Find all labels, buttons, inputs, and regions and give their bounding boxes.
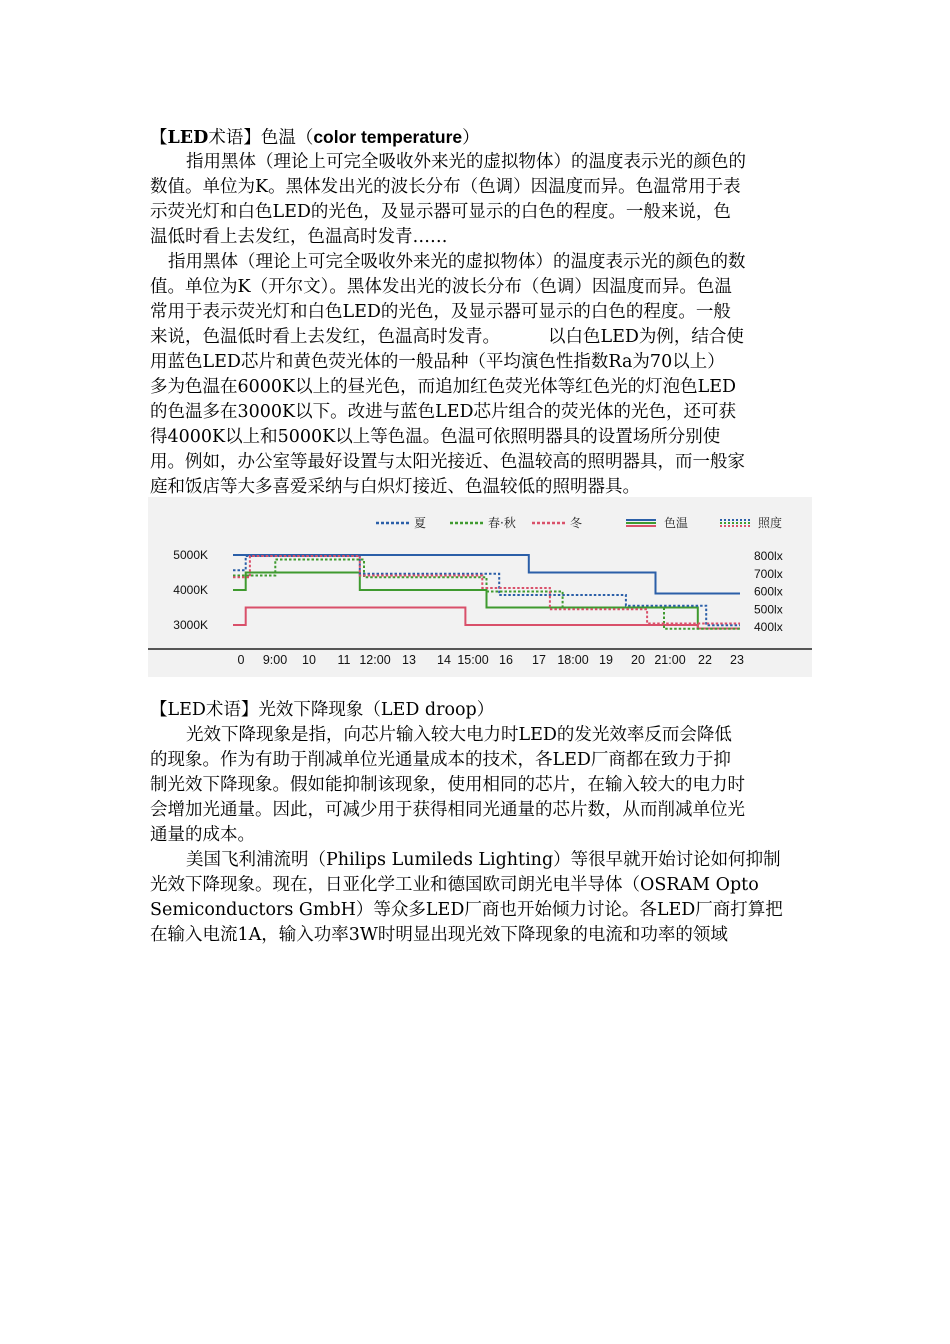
x-tick-label: 10 [302,653,316,667]
x-tick-label: 23 [730,653,744,667]
paragraph-line: 的现象。作为有助于削减单位光通量成本的技术，各LED厂商都在致力于抑 [150,750,731,770]
paragraph-line: 光效下降现象是指，向芯片输入较大电力时LED的发光效率反而会降低 [186,725,732,745]
section-heading-led-droop: 【LED术语】光效下降现象（LED droop） [150,700,495,720]
paragraph-line: 示荧光灯和白色LED的光色，及显示器可显示的白色的程度。一般来说，色 [150,202,731,222]
x-tick-label: 19 [599,653,613,667]
paragraph-line: 庭和饭店等大多喜爱采纳与白炽灯接近、色温较低的照明器具。 [150,477,640,497]
paragraph-line: 得4000K以上和5000K以上等色温。色温可依照明器具的设置场所分别使 [150,427,721,447]
x-tick-label: 18:00 [557,653,589,667]
paragraph-line: 数值。单位为K。黑体发出光的波长分布（色调）因温度而异。色温常用于表 [150,177,741,197]
paragraph-line: 温低时看上去发红，色温高时发青…… [150,227,448,247]
paragraph-line: 指用黑体（理论上可完全吸收外来光的虚拟物体）的温度表示光的颜色的 [186,152,746,172]
x-tick-label: 15:00 [457,653,489,667]
heading-bracket: 【 [150,128,168,148]
paragraph-segment: 来说，色温低时看上去发红，色温高时发青。 [150,327,500,347]
x-tick-label: 0 [237,653,245,667]
paragraph-line: 美国飞利浦流明（Philips Lumileds Lighting）等很早就开始讨论如何抑制 [186,850,781,870]
paragraph-line: 常用于表示荧光灯和白色LED的光色，及显示器可显示的白色的程度。一般 [150,302,731,322]
heading-label: 术语】色温（ [208,128,314,148]
y-right-tick-label: 400lx [754,620,783,634]
y-left-tick-label: 3000K [173,618,208,632]
legend-label: 照度 [758,516,783,530]
paragraph-line [150,325,810,350]
y-right-tick-label: 500lx [754,602,783,617]
paragraph-line: 多为色温在6000K以上的昼光色，而追加红色荧光体等红色光的灯泡色LED [150,377,737,397]
paragraph-line: 值。单位为K（开尔文）。黑体发出光的波长分布（色调）因温度而异。色温 [150,277,732,297]
heading-close: ） [462,128,480,148]
x-tick-label: 14 [437,653,451,667]
legend-label: 春·秋 [488,516,516,530]
y-right-tick-label: 800lx [754,549,783,563]
paragraph-line: 制光效下降现象。假如能抑制该现象，使用相同的芯片，在输入较大的电力时 [150,775,745,795]
x-tick-label: 16 [499,653,513,667]
y-right-tick-label: 700lx [754,566,783,581]
y-right-tick-label: 600lx [754,584,783,599]
paragraph-segment: 以白色LED为例，结合使 [548,327,744,347]
heading-english: color temperature [313,127,463,147]
section-heading-color-temperature [150,125,810,151]
x-tick-label: 17 [532,653,546,667]
paragraph-line: 用。例如，办公室等最好设置与太阳光接近、色温较高的照明器具，而一般家 [150,452,745,472]
paragraph-line: 的色温多在3000K以下。改进与蓝色LED芯片组合的荧光体的光色，还可获 [150,402,737,422]
paragraph-line: 用蓝色LED芯片和黄色荧光体的一般品种（平均演色性指数Ra为70以上） [150,352,725,372]
x-tick-label: 22 [698,653,712,667]
x-tick-label: 11 [337,653,351,667]
legend-label: 冬 [570,516,583,530]
paragraph-line: 会增加光通量。因此，可减少用于获得相同光通量的芯片数，从而削减单位光 [150,800,745,820]
paragraph-line: 在输入电流1A，输入功率3W时明显出现光效下降现象的电流和功率的领域 [150,925,728,945]
y-left-tick-label: 5000K [173,548,208,562]
x-tick-label: 20 [631,653,645,667]
y-left-tick-label: 4000K [173,583,208,597]
x-tick-label: 12:00 [359,653,391,667]
legend-label: 色温 [664,516,689,530]
heading-term: LED [167,128,209,148]
x-tick-label: 21:00 [654,653,686,667]
paragraph-line: Semiconductors GmbH）等众多LED厂商也开始倾力讨论。各LED厂商打算把 [150,900,783,920]
color-temperature-chart [148,497,812,677]
x-tick-label: 9:00 [262,653,288,667]
legend-label: 夏 [414,516,427,530]
paragraph-line: 通量的成本。 [150,825,255,845]
paragraph-line: 指用黑体（理论上可完全吸收外来光的虚拟物体）的温度表示光的颜色的数 [168,252,746,272]
x-tick-label: 13 [402,653,416,667]
paragraph-line: 光效下降现象。现在，日亚化学工业和德国欧司朗光电半导体（OSRAM Opto [150,875,759,895]
